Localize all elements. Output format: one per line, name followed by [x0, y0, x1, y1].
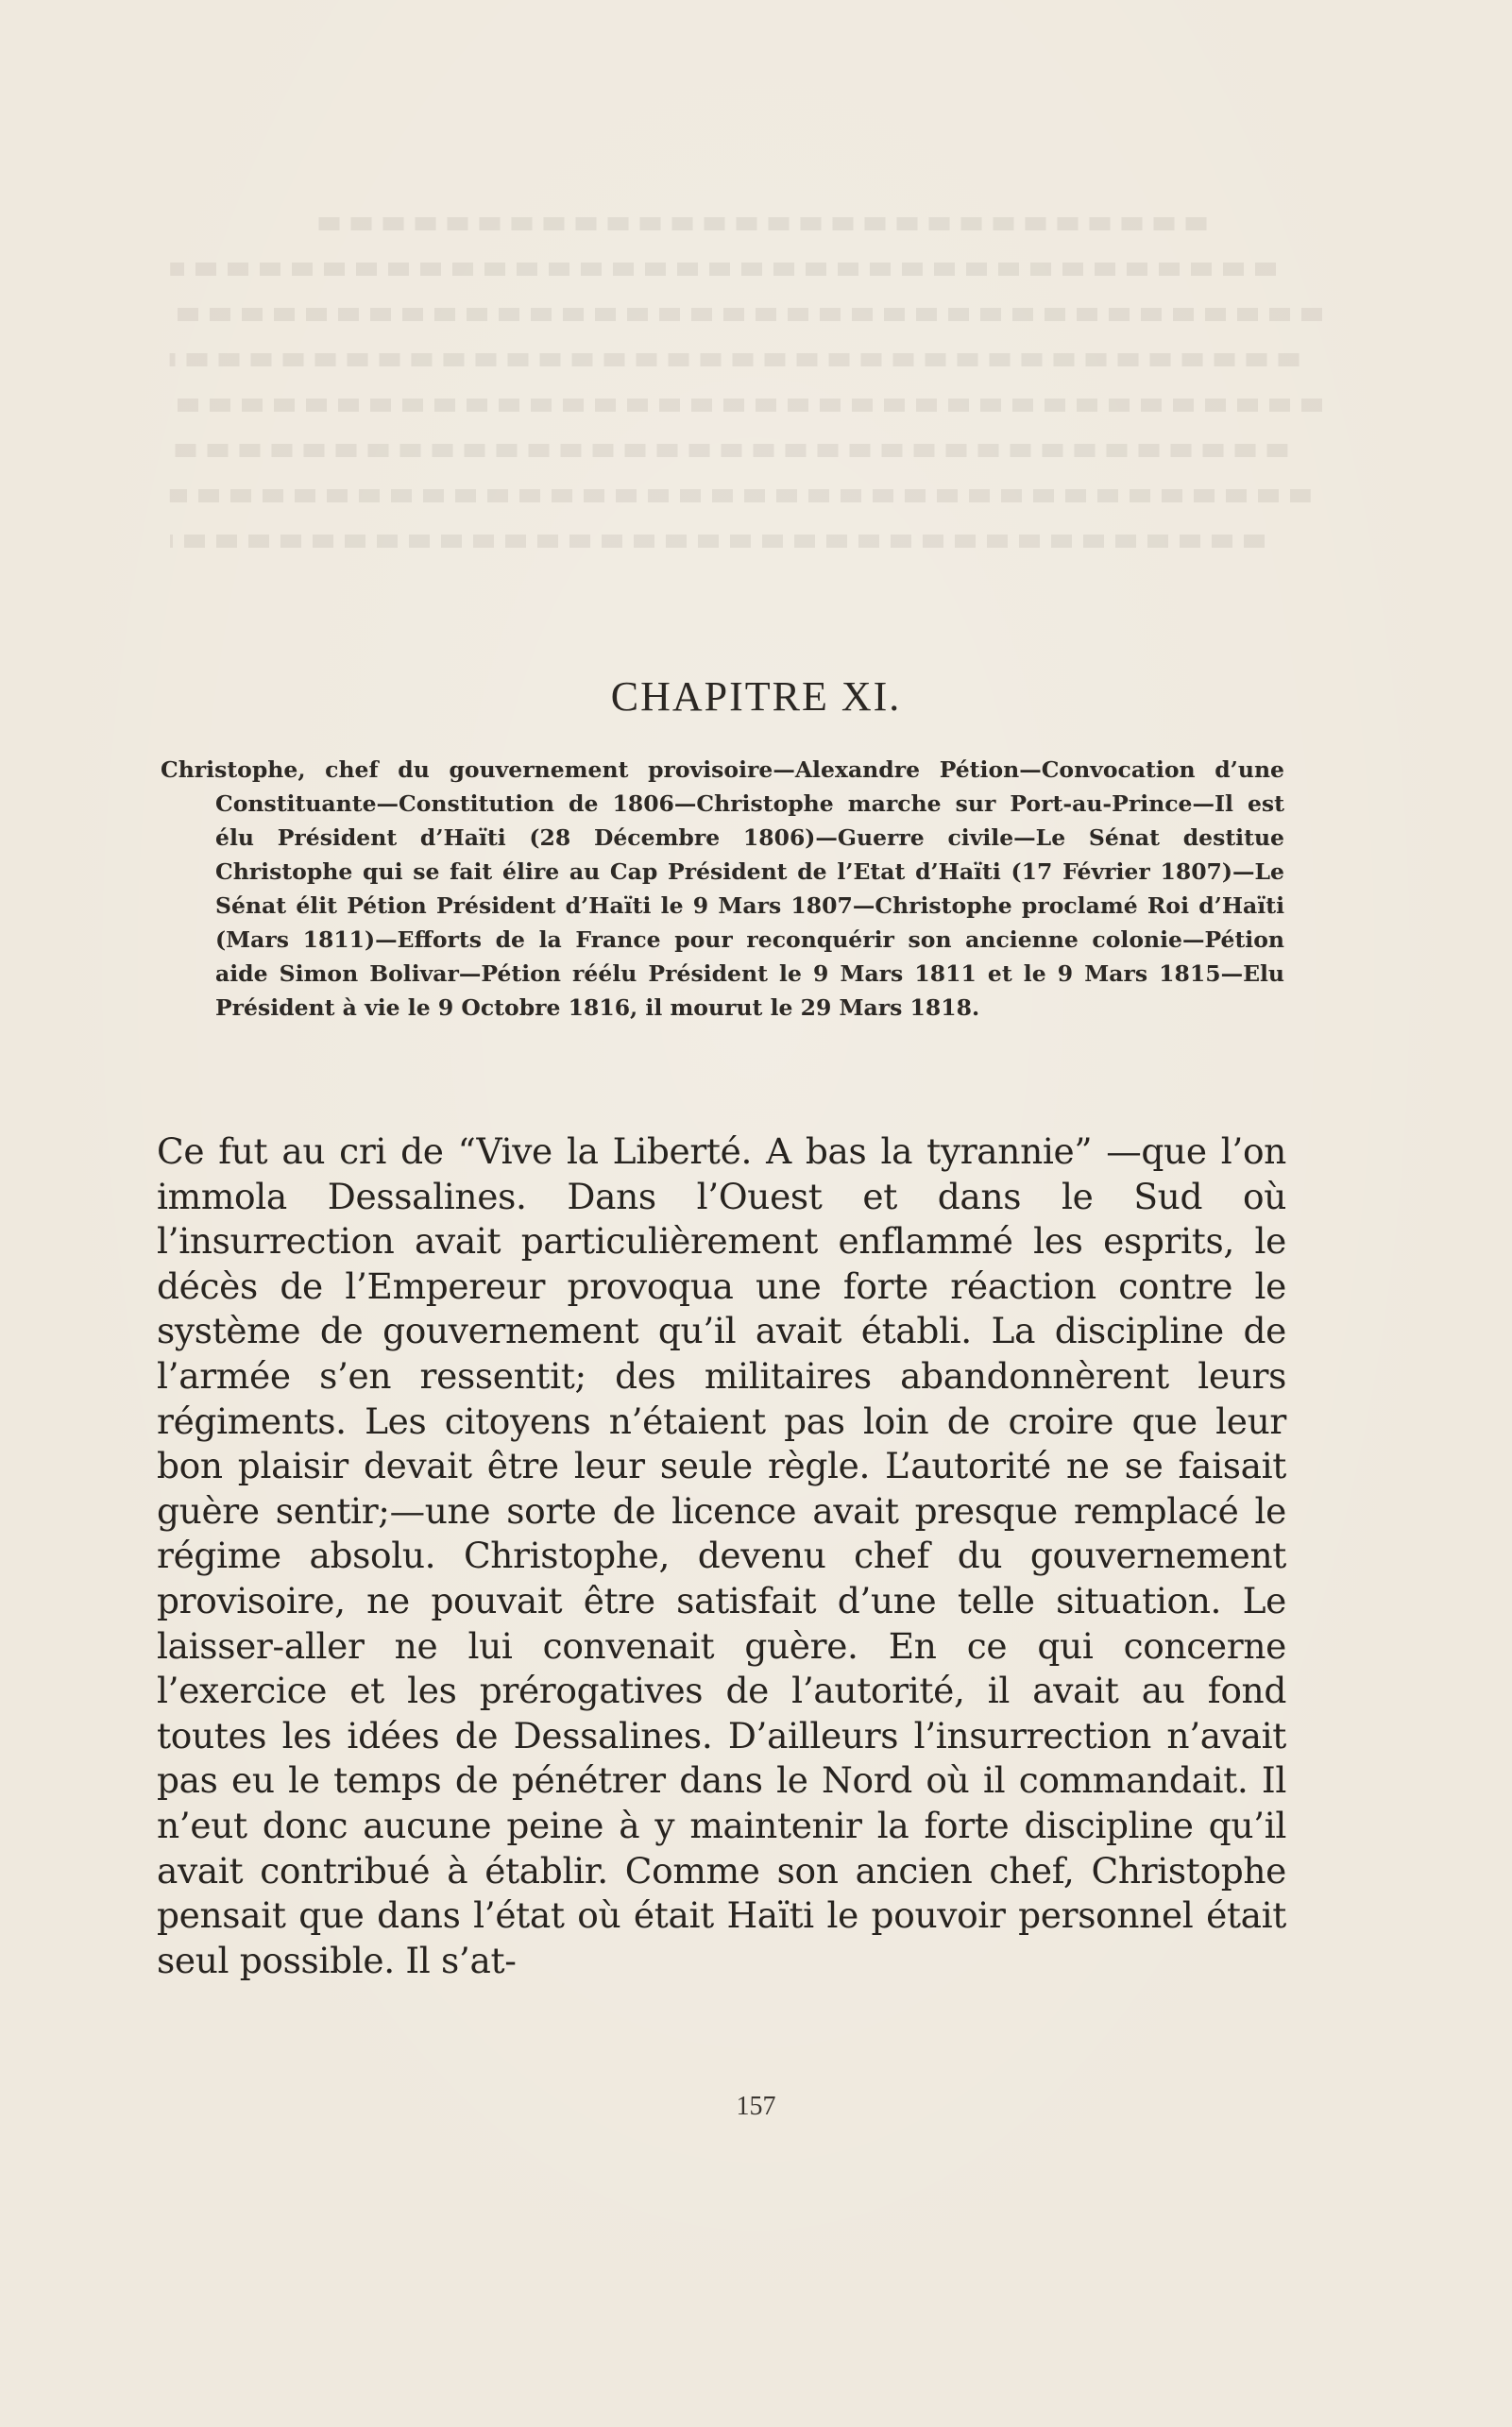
body-paragraph: Ce fut au cri de “Vive la Liberté. A bas la tyrannie” —que l’on immola Dessalines. Dans l’Ouest et dans le Sud où l’insurrection avait particulièrement enflammé les esprits, le décès de l’Empereur provoqua une forte réaction contre le système de gouvernement qu’il avait établi. La discipline de l’armée s’en ressentit; des militaires abandonnèrent leurs régiments. Les citoyens n’étaient pas loin de croire que leur bon plaisir devait être leur seule règle. L’autorité ne se faisait guère sentir;—une sorte de licence avait presque remplacé le régime absolu. Christophe, devenu chef du gouvernement provisoire, ne pouvait être satisfait d’une telle situation. Le laisser-aller ne lui convenait guère. En ce qui concerne l’exercice et les prérogatives de l’autorité, il avait au fond toutes les idées de Dessalines. D’ailleurs l’insurrection n’avait pas eu le temps de pénétrer dans le Nord où il commandait. Il n’eut donc aucune peine à y maintenir la forte discipline qu’il avait contribué à établir. Comme son ancien chef, Christophe pensait que dans l’état où était Haïti le pouvoir personnel était seul possible. Il s’at-	[157, 1130, 1286, 1981]
page-number: 157	[736, 2092, 776, 2121]
chapter-title: CHAPITRE XI.	[610, 673, 902, 720]
chapter-summary	[161, 753, 1284, 1025]
chapter-summary-text: Christophe, chef du gouvernement provisoire—Alexandre Pétion—Convocation d’une Constituante—Constitution de 1806—Christophe marche sur Port-au-Prince—Il est élu Président d’Haïti (28 Décembre 1806)—Guerre civile—Le Sénat destitue Christophe qui se fait élire au Cap Président de l’Etat d’Haïti (17 Février 1807)—Le Sénat élit Pétion Président d’Haïti le 9 Mars 1807—Christophe proclamé Roi d’Haïti (Mars 1811)—Efforts de la France pour reconquérir son ancienne colonie—Pétion aide Simon Bolivar—Pétion réélu Président le 9 Mars 1811 et le 9 Mars 1815—Elu Président à vie le 9 Octobre 1816, il mourut le 29 Mars 1818.	[161, 756, 1284, 1021]
show-through-texture	[170, 217, 1322, 614]
